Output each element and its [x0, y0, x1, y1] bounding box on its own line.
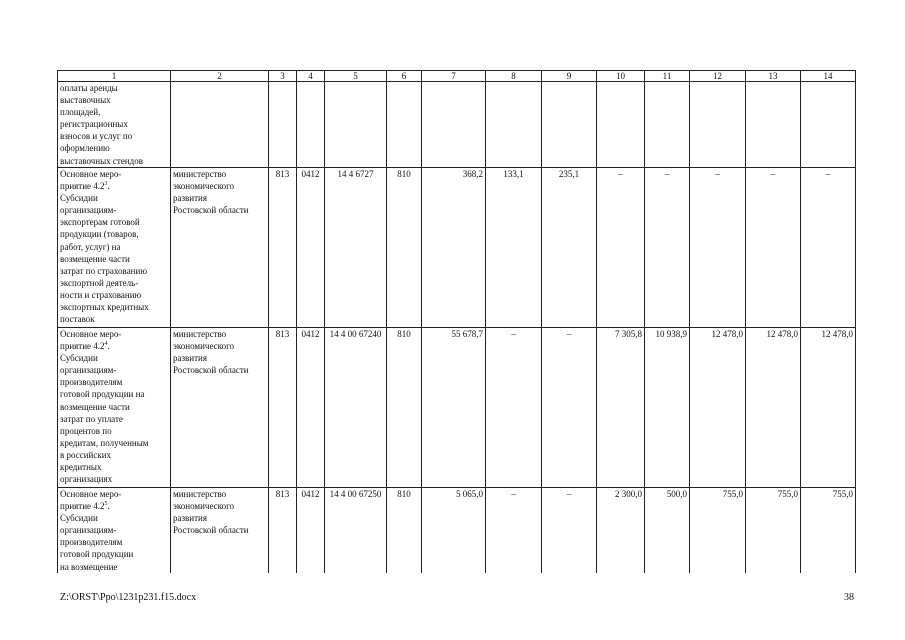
- year-amount-cell: –: [597, 168, 645, 328]
- measure-description-cell: [58, 168, 171, 328]
- year-amount-cell: 235,1: [542, 168, 597, 328]
- cell: [542, 82, 597, 168]
- year-amount-cell: 12 478,0: [746, 328, 801, 488]
- cell: [645, 82, 690, 168]
- page-number: 38: [844, 592, 854, 603]
- table-row: [58, 328, 856, 488]
- column-number: 5: [325, 71, 387, 82]
- column-number: 8: [486, 71, 542, 82]
- grbs-code-cell: 813: [269, 488, 297, 573]
- year-amount-cell: 2 300,0: [597, 488, 645, 573]
- column-number: 13: [746, 71, 801, 82]
- column-number: 6: [387, 71, 422, 82]
- column-number: 14: [801, 71, 856, 82]
- total-amount-cell: 5 065,0: [422, 488, 486, 573]
- column-number: 10: [597, 71, 645, 82]
- cell: [269, 82, 297, 168]
- column-number: 9: [542, 71, 597, 82]
- target-article-cell: 14 4 00 67250: [325, 488, 387, 573]
- year-amount-cell: –: [690, 168, 746, 328]
- cell: [746, 82, 801, 168]
- footnote-mark: 4: [104, 341, 108, 348]
- year-amount-cell: –: [801, 168, 856, 328]
- section-code-cell: 0412: [297, 168, 325, 328]
- grbs-code-cell: 813: [269, 328, 297, 488]
- cell: [297, 82, 325, 168]
- table-row: [58, 82, 856, 168]
- measure-description-cell: [58, 328, 171, 488]
- measure-description-cell: [58, 488, 171, 573]
- year-amount-cell: 133,1: [486, 168, 542, 328]
- year-amount-cell: 10 938,9: [645, 328, 690, 488]
- column-number: 4: [297, 71, 325, 82]
- measure-text: . Субсидии организациям- экспортерам готовой продукции (товаров, работ, услуг) на возмещение части затрат по страхованию экспортной деятель- ности и страхованию экспортных кредитных поставок: [60, 181, 149, 325]
- cell: [597, 82, 645, 168]
- year-amount-cell: –: [486, 488, 542, 573]
- measure-title: Основное меро- приятие 4.2: [60, 329, 122, 352]
- expense-type-cell: 810: [387, 488, 422, 573]
- measure-text: . Субсидии организациям- производителям готовой продукции на возмещение части затрат по уплате процентов по кредитам, полученным в российских кредитных организациях: [60, 341, 149, 485]
- target-article-cell: 14 4 6727: [325, 168, 387, 328]
- column-number: 2: [171, 71, 269, 82]
- year-amount-cell: 12 478,0: [801, 328, 856, 488]
- footnote-mark: 5: [104, 501, 108, 508]
- year-amount-cell: 755,0: [746, 488, 801, 573]
- grbs-code-cell: 813: [269, 168, 297, 328]
- file-path: Z:\ORST\Ppo\1231p231.f15.docx: [60, 592, 197, 603]
- column-number: 7: [422, 71, 486, 82]
- column-number: 12: [690, 71, 746, 82]
- year-amount-cell: –: [542, 328, 597, 488]
- cell: [325, 82, 387, 168]
- year-amount-cell: 755,0: [690, 488, 746, 573]
- expense-type-cell: 810: [387, 168, 422, 328]
- year-amount-cell: 500,0: [645, 488, 690, 573]
- year-amount-cell: 755,0: [801, 488, 856, 573]
- budget-table: [57, 70, 856, 573]
- year-amount-cell: 7 305,8: [597, 328, 645, 488]
- executor-cell: министерство экономического развития Ростовской области: [171, 488, 269, 573]
- total-amount-cell: 368,2: [422, 168, 486, 328]
- executor-cell: министерство экономического развития Ростовской области: [171, 328, 269, 488]
- table-row: [58, 488, 856, 573]
- table-row: [58, 168, 856, 328]
- cell: [387, 82, 422, 168]
- target-article-cell: 14 4 00 67240: [325, 328, 387, 488]
- total-amount-cell: 55 678,7: [422, 328, 486, 488]
- year-amount-cell: –: [645, 168, 690, 328]
- measure-text: . Субсидии организациям- производителям готовой продукции на возмещение: [60, 501, 134, 572]
- cell: [486, 82, 542, 168]
- expense-type-cell: 810: [387, 328, 422, 488]
- year-amount-cell: –: [542, 488, 597, 573]
- year-amount-cell: 12 478,0: [690, 328, 746, 488]
- year-amount-cell: –: [486, 328, 542, 488]
- section-code-cell: 0412: [297, 328, 325, 488]
- section-code-cell: 0412: [297, 488, 325, 573]
- footnote-mark: 3: [104, 181, 108, 188]
- column-number: 3: [269, 71, 297, 82]
- cell: [422, 82, 486, 168]
- cell: [690, 82, 746, 168]
- executor-cell: [171, 82, 269, 168]
- column-number: 1: [58, 71, 171, 82]
- cell: [801, 82, 856, 168]
- executor-cell: министерство экономического развития Ростовской области: [171, 168, 269, 328]
- column-number: 11: [645, 71, 690, 82]
- measure-title: Основное меро- приятие 4.2: [60, 169, 122, 192]
- measure-title: Основное меро- приятие 4.2: [60, 489, 122, 512]
- column-number-row: [58, 71, 856, 82]
- measure-description-cell: оплаты аренды выставочных площадей, регистрационных взносов и услуг по оформлению выставочных стендов: [58, 82, 171, 168]
- page-footer: [60, 592, 854, 603]
- year-amount-cell: –: [746, 168, 801, 328]
